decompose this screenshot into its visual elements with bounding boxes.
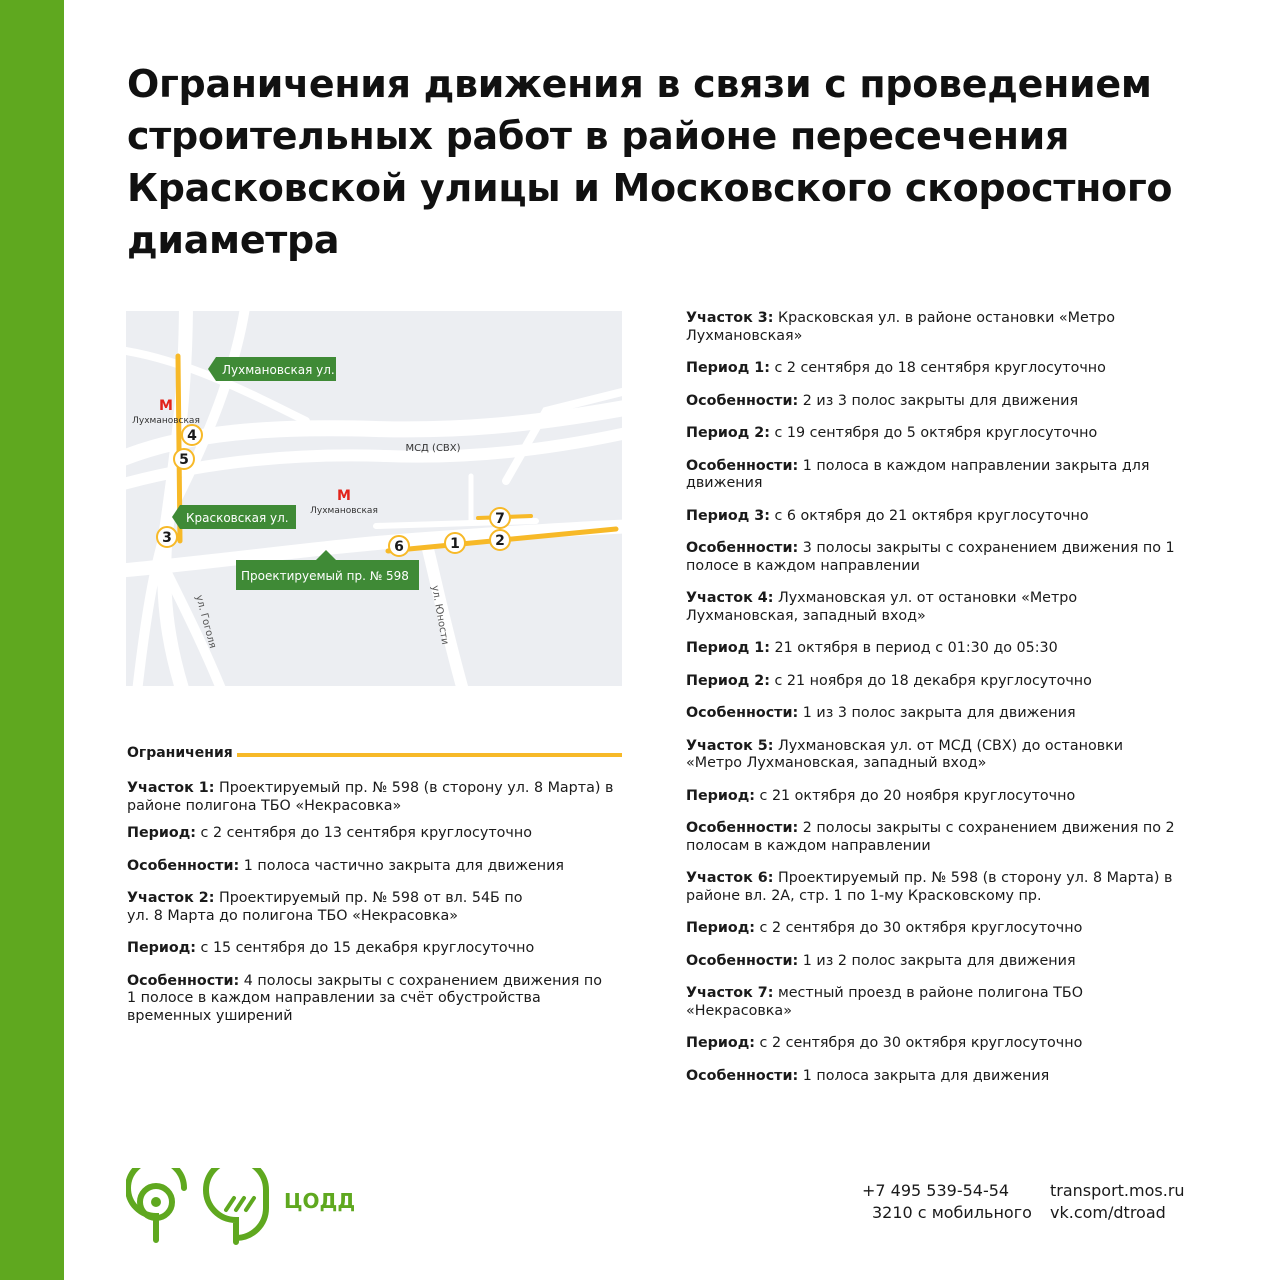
- msd-label: МСД (СВХ): [405, 443, 461, 454]
- right-section-3-features-2: Особенности: 1 полоса в каждом направлении закрыта для движения: [686, 457, 1150, 491]
- left-green-bar: [0, 0, 64, 1280]
- svg-text:5: 5: [179, 452, 189, 468]
- svg-text:4: 4: [187, 428, 197, 444]
- links-block: [1050, 1180, 1185, 1224]
- svg-text:Проектируемый пр. № 598: Проектируемый пр. № 598: [241, 569, 409, 583]
- right-section-4-period-1: Период 1: 21 октября в период с 01:30 до 05:30: [686, 640, 1058, 656]
- right-section-5-period: Период: с 21 октября до 20 ноября круглосуточно: [686, 787, 1076, 804]
- right-section-3-period-2: Период 2: с 19 сентября до 5 октября круглосуточно: [686, 425, 1098, 441]
- right-section-4-period-2: Период 2: с 21 ноября до 18 декабря круглосуточно: [686, 672, 1092, 689]
- right-section-5-features: Особенности: 2 полосы закрыты с сохранением движения по 2 полосам в каждом направлении: [686, 820, 1175, 854]
- map-svg: [126, 311, 622, 686]
- right-section-3: Участок 3: Красковская ул. в районе остановки «Метро Лухмановская»: [686, 310, 1115, 344]
- mobile-number: 3210 с мобильного: [872, 1203, 1032, 1222]
- codd-logo-icon: [206, 1168, 266, 1242]
- right-section-5: Участок 5: Лухмановская ул. от МСД (СВХ) до остановки «Метро Лухмановская, западный вход»: [686, 737, 1124, 771]
- gogolya-label: ул. Гоголя: [193, 593, 218, 650]
- svg-text:Красковская ул.: Красковская ул.: [186, 511, 289, 525]
- metro-icon: М: [159, 398, 173, 414]
- footer-logos: [126, 1168, 366, 1252]
- right-section-6: Участок 6: Проектируемый пр. № 598 (в сторону ул. 8 Марта) в районе вл. 2А, стр. 1 по 1-му Красковскому пр.: [686, 870, 1173, 904]
- right-section-4: Участок 4: Лухмановская ул. от остановки «Метро Лухмановская, западный вход»: [686, 590, 1078, 624]
- phone-number: +7 495 539-54-54: [862, 1181, 1010, 1200]
- right-section-3-features-3: Особенности: 3 полосы закрыты с сохранением движения по 1 полосе в каждом направлении: [686, 540, 1175, 574]
- metro-label-left: Лухмановская: [132, 416, 200, 426]
- svg-text:2: 2: [495, 533, 505, 549]
- section-marker-3: [157, 527, 177, 547]
- left-section-1-period: Период: с 2 сентября до 13 сентября круглосуточно: [127, 825, 532, 841]
- section-marker-5: [174, 449, 194, 469]
- left-section-2-period: Период: с 15 сентября до 15 декабря круглосуточно: [127, 940, 535, 956]
- left-section-1-features: Особенности: 1 полоса частично закрыта для движения: [127, 857, 565, 874]
- yunosti-road: [426, 541, 466, 686]
- map: [126, 311, 622, 686]
- legend-label: Ограничения: [127, 745, 233, 761]
- legend-restriction-line: [237, 753, 622, 757]
- left-section-2-features: Особенности: 4 полосы закрыты с сохранением движения по 1 полосе в каждом направлении за счёт обустройства временных уширений: [127, 972, 602, 1024]
- logos-svg: [126, 1168, 366, 1248]
- site-link[interactable]: transport.mos.ru: [1050, 1181, 1185, 1200]
- svg-text:6: 6: [394, 539, 404, 555]
- moscow-transport-logo-icon: [128, 1168, 184, 1240]
- right-section-4-features: Особенности: 1 из 3 полос закрыта для движения: [686, 705, 1076, 721]
- yunosti-label: ул. Юности: [429, 584, 451, 646]
- right-column: [686, 310, 1186, 1085]
- page-title: Ограничения движения в связи с проведением строительных работ в районе пересечения Красковской улицы и Московского скоростного диаметра: [127, 62, 1173, 262]
- right-section-3-period-3: Период 3: с 6 октября до 21 октября круглосуточно: [686, 507, 1089, 524]
- metro-icon: М: [337, 488, 351, 504]
- section-marker-4: [182, 425, 202, 445]
- section-marker-2: [490, 530, 510, 550]
- svg-text:7: 7: [495, 511, 505, 527]
- left-section-2: Участок 2: Проектируемый пр. № 598 от вл. 54Б по ул. 8 Марта до полигона ТБО «Некрасовка»: [127, 890, 523, 924]
- right-section-3-features-1: Особенности: 2 из 3 полос закрыты для движения: [686, 392, 1079, 409]
- phone-block: [862, 1180, 1032, 1224]
- right-section-7-period: Период: с 2 сентября до 30 октября круглосуточно: [686, 1035, 1083, 1051]
- label-lukhmanovskaya: [208, 357, 336, 381]
- svg-text:1: 1: [450, 536, 460, 552]
- label-krasovskaya: [172, 505, 296, 529]
- section-marker-6: [389, 536, 409, 556]
- left-column: [127, 780, 627, 1025]
- right-section-6-period: Период: с 2 сентября до 30 октября круглосуточно: [686, 920, 1083, 936]
- right-section-3-period-1: Период 1: с 2 сентября до 18 сентября круглосуточно: [686, 360, 1106, 376]
- svg-text:Лухмановская ул.: Лухмановская ул.: [222, 363, 335, 377]
- legend: [127, 745, 622, 765]
- section-marker-1: [445, 533, 465, 553]
- right-section-7: Участок 7: местный проезд в районе полигона ТБО «Некрасовка»: [686, 985, 1083, 1019]
- codd-logo-text: ЦОДД: [284, 1189, 356, 1213]
- metro-label-center: Лухмановская: [310, 506, 378, 516]
- right-section-6-features: Особенности: 1 из 2 полос закрыта для движения: [686, 952, 1076, 969]
- local-road: [376, 521, 536, 526]
- svg-text:3: 3: [162, 530, 172, 546]
- section-marker-7: [490, 508, 510, 528]
- vk-link[interactable]: vk.com/dtroad: [1050, 1203, 1166, 1222]
- right-section-7-features: Особенности: 1 полоса закрыта для движения: [686, 1067, 1050, 1084]
- left-section-1: Участок 1: Проектируемый пр. № 598 (в сторону ул. 8 Марта) в районе полигона ТБО «Некрасовка»: [127, 780, 614, 814]
